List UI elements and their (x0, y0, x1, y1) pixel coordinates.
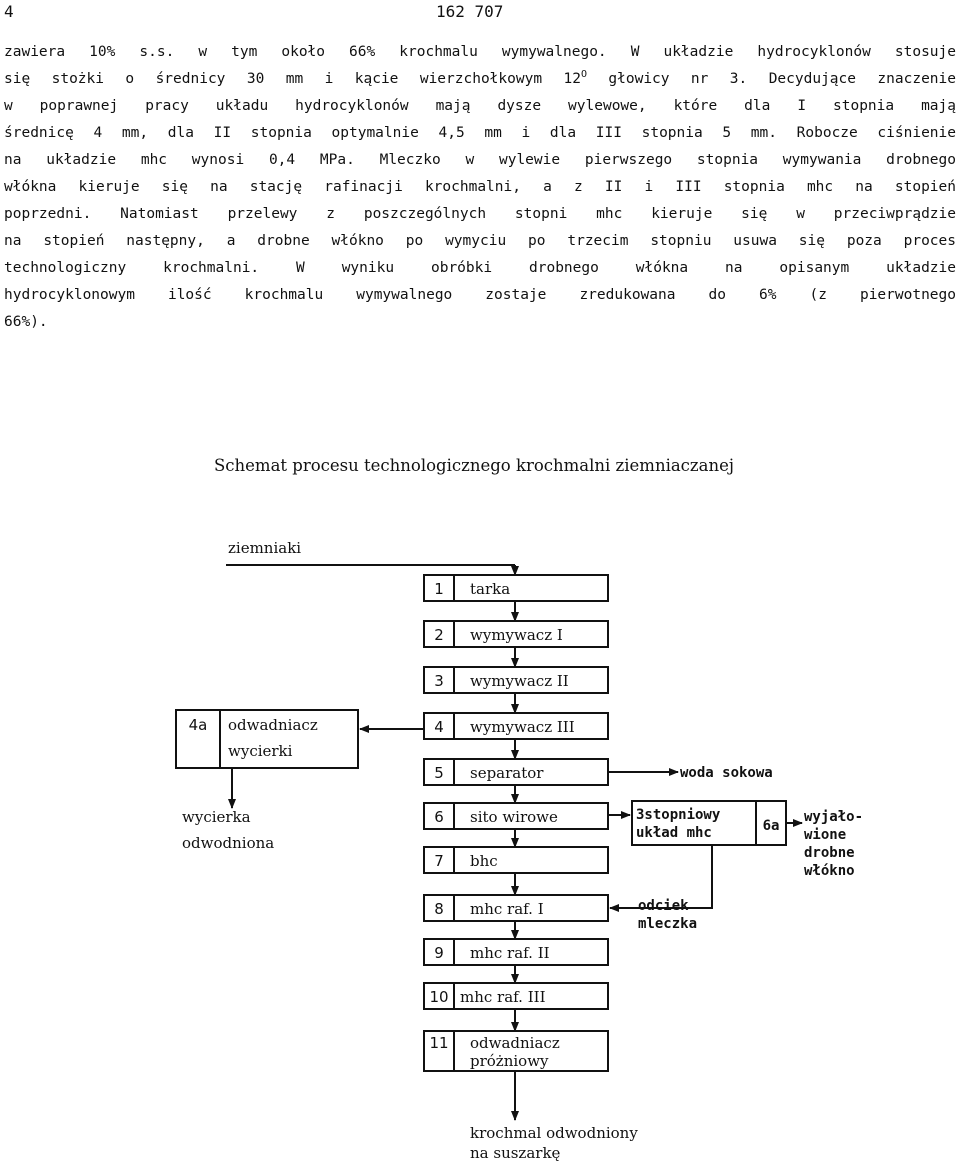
step-number: 10 (429, 988, 449, 1006)
step-box-1 (424, 575, 608, 601)
step-number: 7 (434, 852, 444, 870)
output-label: wione (804, 827, 847, 843)
step-number: 11 (429, 1034, 449, 1052)
paragraph-text: głowicy nr 3. Decydujące znaczenie (586, 71, 956, 87)
step-label: wymywacz II (470, 672, 569, 690)
paragraph-line: w poprawnej pracy układu hydrocyklonów mają dysze wylewowe, które dla I stopnia mają (4, 98, 956, 114)
paragraph-line: 66%). (4, 314, 48, 330)
step-label: mhc raf. III (460, 988, 546, 1006)
side-box-label: odwadniacz (228, 716, 318, 734)
step-label: bhc (470, 852, 498, 870)
final-product-label: krochmal odwodniony (470, 1124, 638, 1142)
step-number: 3 (434, 672, 444, 690)
step-label: próżniowy (470, 1052, 549, 1070)
output-label: włókno (804, 863, 855, 879)
side-box-label: układ mhc (636, 825, 712, 841)
diagram-title: Schemat procesu technologicznego krochmalni ziemniaczanej (214, 456, 734, 475)
paragraph-line: średnicę 4 mm, dla II stopnia optymalnie 4,5 mm i dla III stopnia 5 mm. Robocze ciśnienie (4, 125, 956, 141)
step-label: separator (470, 764, 544, 782)
step-number: 9 (434, 944, 444, 962)
paragraph-line: na układzie mhc wynosi 0,4 MPa. Mleczko w wylewie pierwszego stopnia wymywania drobnego (4, 152, 956, 168)
final-product-label: na suszarkę (470, 1144, 561, 1162)
document-number: 162 707 (436, 2, 504, 21)
side-box-number: 6a (762, 818, 780, 834)
step-number: 2 (434, 626, 444, 644)
step-number: 4 (434, 718, 444, 736)
step-label: mhc raf. II (470, 944, 550, 962)
paragraph-line: na stopień następny, a drobne włókno po wymyciu po trzecim stopniu usuwa się poza proces (4, 233, 956, 249)
step-number: 1 (434, 580, 444, 598)
step-label: sito wirowe (470, 808, 558, 826)
paragraph-text: się stożki o średnicy 30 mm i kącie wierzchołkowym 12 (4, 71, 581, 87)
step-number: 5 (434, 764, 444, 782)
step-box-7 (424, 847, 608, 873)
paragraph-line: technologiczny krochmalni. W wyniku obróbki drobnego włókna na opisanym układzie (4, 260, 956, 276)
output-label: mleczka (638, 916, 698, 932)
side-box-label: 3stopniowy (636, 807, 721, 823)
step-label: wymywacz III (470, 718, 575, 736)
side-box-number: 4a (188, 716, 208, 734)
degree-superscript: O (580, 69, 587, 81)
step-label: odwadniacz (470, 1034, 560, 1052)
paragraph-line: zawiera 10% s.s. w tym około 66% krochmalu wymywalnego. W układzie hydrocyklonów stosuje (4, 44, 956, 60)
page-number: 4 (4, 2, 14, 21)
output-label: wyjało- (804, 809, 864, 825)
side-box-label: wycierki (228, 742, 293, 760)
output-label: odwodniona (182, 834, 275, 852)
paragraph-line: poprzedni. Natomiast przelewy z poszczególnych stopni mhc kieruje się w przeciwprądzie (4, 206, 956, 222)
step-number: 6 (434, 808, 444, 826)
input-label: ziemniaki (228, 539, 302, 557)
paragraph-line: hydrocyklonowym ilość krochmalu wymywalnego zostaje zredukowana do 6% (z pierwotnego (4, 287, 956, 303)
output-label: woda sokowa (680, 765, 773, 781)
step-label: mhc raf. I (470, 900, 544, 918)
output-label: drobne (804, 845, 855, 861)
step-number: 8 (434, 900, 444, 918)
paragraph-line: włókna kieruje się na stację rafinacji krochmalni, a z II i III stopnia mhc na stopień (4, 179, 956, 195)
step-label: tarka (470, 580, 511, 598)
output-label: odciek (638, 898, 689, 914)
step-label: wymywacz I (470, 626, 563, 644)
output-label: wycierka (182, 808, 251, 826)
